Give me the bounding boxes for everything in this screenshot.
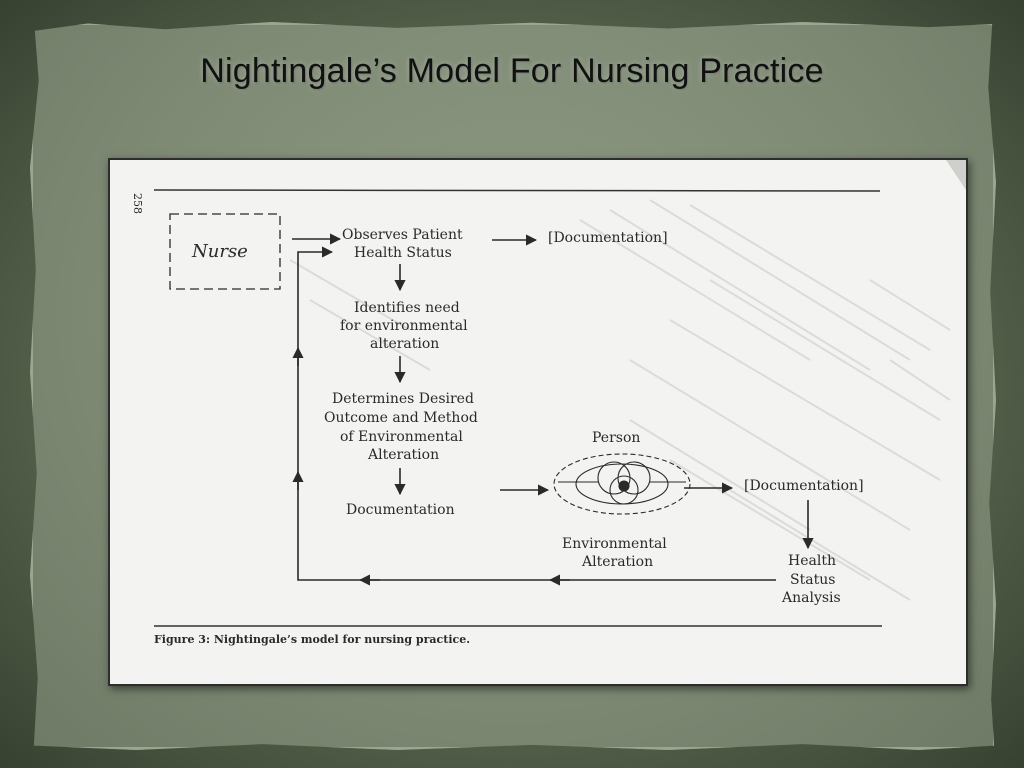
environmental-alteration-label-1: Environmental: [562, 536, 667, 552]
determines-label-4: Alteration: [368, 447, 440, 463]
nurse-label: Nurse: [192, 241, 248, 262]
page-number: 258: [131, 193, 144, 214]
documentation-right-label: [Documentation]: [744, 478, 864, 494]
health-status-label-1: Health: [788, 553, 836, 569]
documentation-top-label: [Documentation]: [548, 230, 668, 246]
environmental-alteration-label-2: Alteration: [582, 554, 654, 570]
observes-label-1: Observes Patient: [342, 227, 463, 243]
determines-label-1: Determines Desired: [332, 391, 474, 407]
determines-label-3: of Environmental: [340, 429, 463, 445]
determines-label-2: Outcome and Method: [324, 410, 478, 426]
slide-title: Nightingale’s Model For Nursing Practice: [200, 52, 824, 90]
person-label: Person: [592, 430, 641, 446]
identifies-label-1: Identifies need: [354, 300, 460, 316]
observes-label-2: Health Status: [354, 245, 452, 261]
page-edge-shadow: [946, 160, 966, 190]
person-environment-graphic: [554, 454, 690, 514]
documentation-mid-label: Documentation: [346, 502, 455, 518]
identifies-label-2: for environmental: [340, 318, 468, 334]
health-status-label-2: Status: [790, 572, 836, 588]
figure-caption: Figure 3: Nightingale’s model for nursing practice.: [154, 633, 471, 646]
figure-photo: [108, 158, 968, 686]
health-status-label-3: Analysis: [782, 590, 841, 606]
nursing-model-diagram: [110, 160, 966, 684]
identifies-label-3: alteration: [370, 336, 440, 352]
top-rule: [154, 190, 880, 191]
